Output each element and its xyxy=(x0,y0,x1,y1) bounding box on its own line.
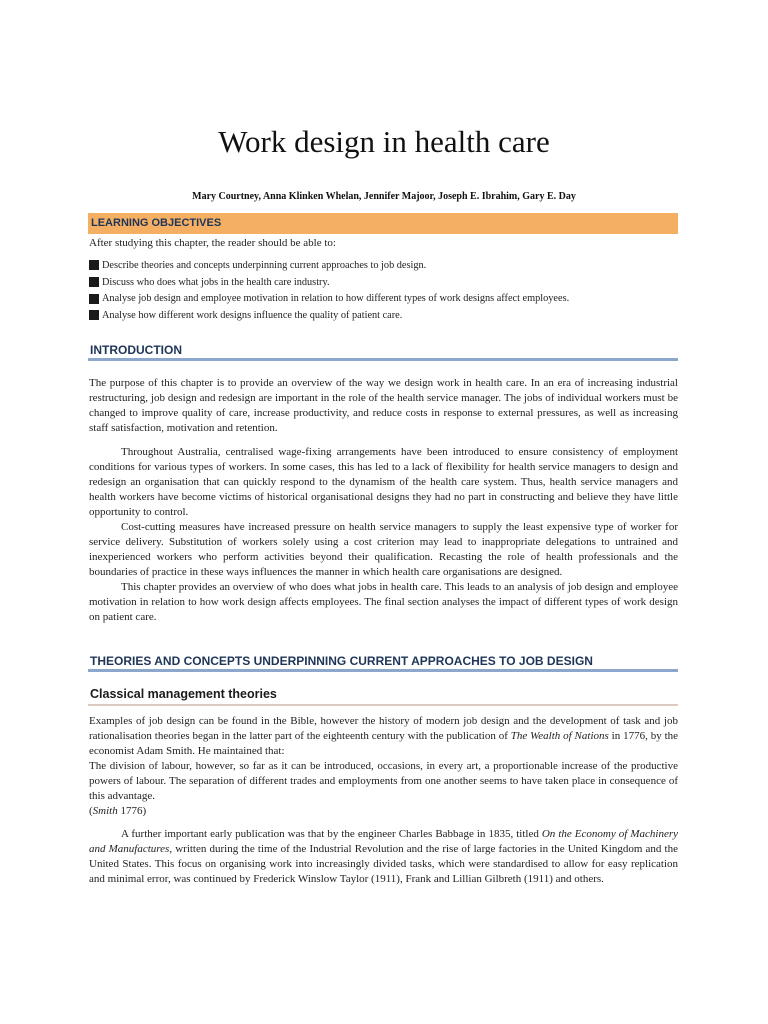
learning-objectives-banner xyxy=(88,213,678,234)
citation-open: ( xyxy=(89,805,93,817)
book-title: On the Economy of Machinery and Manufactures xyxy=(89,828,678,855)
theories-paragraph xyxy=(89,714,678,759)
introduction-paragraph: Cost-cutting measures have increased pressure on health service managers to supply the least expensive type of worker for service delivery. Substitution of workers solely using a cost criterion may lead to inappropriate delegations to untrained and inexperienced workers who perform activities beyond their qualification. Recasting the role of health professionals and the boundaries of practice in these ways influences the manner in which health care organisations are designed. xyxy=(89,521,678,578)
introduction-heading: INTRODUCTION xyxy=(90,343,182,357)
objective-text: Analyse how different work designs influence the quality of patient care. xyxy=(102,309,403,321)
objective-text: Discuss who does what jobs in the health care industry. xyxy=(102,276,330,288)
citation-year: 1776) xyxy=(117,805,147,817)
introduction-paragraph: Throughout Australia, centralised wage-fixing arrangements have been introduced to ensure consistency of employment conditions for various types of workers. In some cases, this has led to a lack of flexibility for health service managers to design and redesign an organisation that can quickly respond to the dynamism of the health care system. Thus, health service managers and health workers have become victims of historical organisational designs they had no part in constructing and believe they have little opportunity to control. xyxy=(89,446,678,518)
theories-divider xyxy=(88,669,678,672)
list-item xyxy=(89,274,678,291)
objective-text: Describe theories and concepts underpinning current approaches to job design. xyxy=(102,259,427,271)
square-bullet-icon xyxy=(89,260,99,270)
introduction-body xyxy=(89,376,678,625)
objective-text: Analyse job design and employee motivation in relation to how different types of work designs affect employees. xyxy=(102,293,570,305)
paragraph-text: Examples of job design can be found in the Bible, however the history of modern job design and the development of task and job rationalisation theories began in the latter part of the eighteenth century with the publication of xyxy=(89,715,678,742)
paragraph-text: in 1776, by the economist Adam Smith. He maintained that: xyxy=(89,730,679,757)
theories-paragraph xyxy=(89,827,678,887)
classical-theories-subheading: Classical management theories xyxy=(90,687,277,701)
introduction-divider xyxy=(88,358,678,361)
square-bullet-icon xyxy=(89,294,99,304)
learning-objectives-heading: LEARNING OBJECTIVES xyxy=(91,217,222,229)
list-item xyxy=(89,257,678,274)
paragraph-text: A further important early publication was that by the engineer Charles Babbage in 1835, titled xyxy=(121,828,542,840)
block-quote: The division of labour, however, so far as it can be introduced, occasions, in every art, a proportionable increase of the productive powers of labour. The separation of different trades and employments from one another seems to have taken place in consequence of this advantage. xyxy=(89,760,678,802)
introduction-paragraph: The purpose of this chapter is to provide an overview of the way we design work in health care. In an era of increasing industrial restructuring, job design and redesign are important in the role of the health service manager. The jobs of individual workers must be changed to improve quality of care, increase productivity, and reduce costs in response to external pressures, as well as increasing staff satisfaction, motivation and retention. xyxy=(89,377,678,434)
square-bullet-icon xyxy=(89,310,99,320)
learning-objectives-list xyxy=(89,257,678,324)
book-title: The Wealth of Nations xyxy=(510,730,609,742)
quote-citation xyxy=(89,804,678,819)
subheading-divider xyxy=(88,704,678,706)
paragraph-text: , written during the time of the Industrial Revolution and the rise of large factories in the United Kingdom and the United States. This focus on organising work into increasingly divided tasks, which were standardised to allow for easy replication and minimal error, was continued by Frederick Winslow Taylor (1911), Frank and Lillian Gilbreth (1911) and others. xyxy=(89,843,678,885)
learning-objectives-intro: After studying this chapter, the reader should be able to: xyxy=(89,237,336,249)
square-bullet-icon xyxy=(89,277,99,287)
theories-body xyxy=(89,714,678,887)
citation-author: Smith xyxy=(92,805,118,817)
list-item xyxy=(89,290,678,307)
chapter-title: Work design in health care xyxy=(218,124,550,159)
list-item xyxy=(89,307,678,324)
introduction-paragraph: This chapter provides an overview of who does what jobs in health care. This leads to an analysis of job design and employee motivation in relation to how work design affects employees. The final section analyses the impact of different types of work design on patient care. xyxy=(89,581,678,623)
author-list: Mary Courtney, Anna Klinken Whelan, Jennifer Majoor, Joseph E. Ibrahim, Gary E. Day xyxy=(192,191,576,202)
theories-heading: THEORIES AND CONCEPTS UNDERPINNING CURRENT APPROACHES TO JOB DESIGN xyxy=(90,654,593,668)
